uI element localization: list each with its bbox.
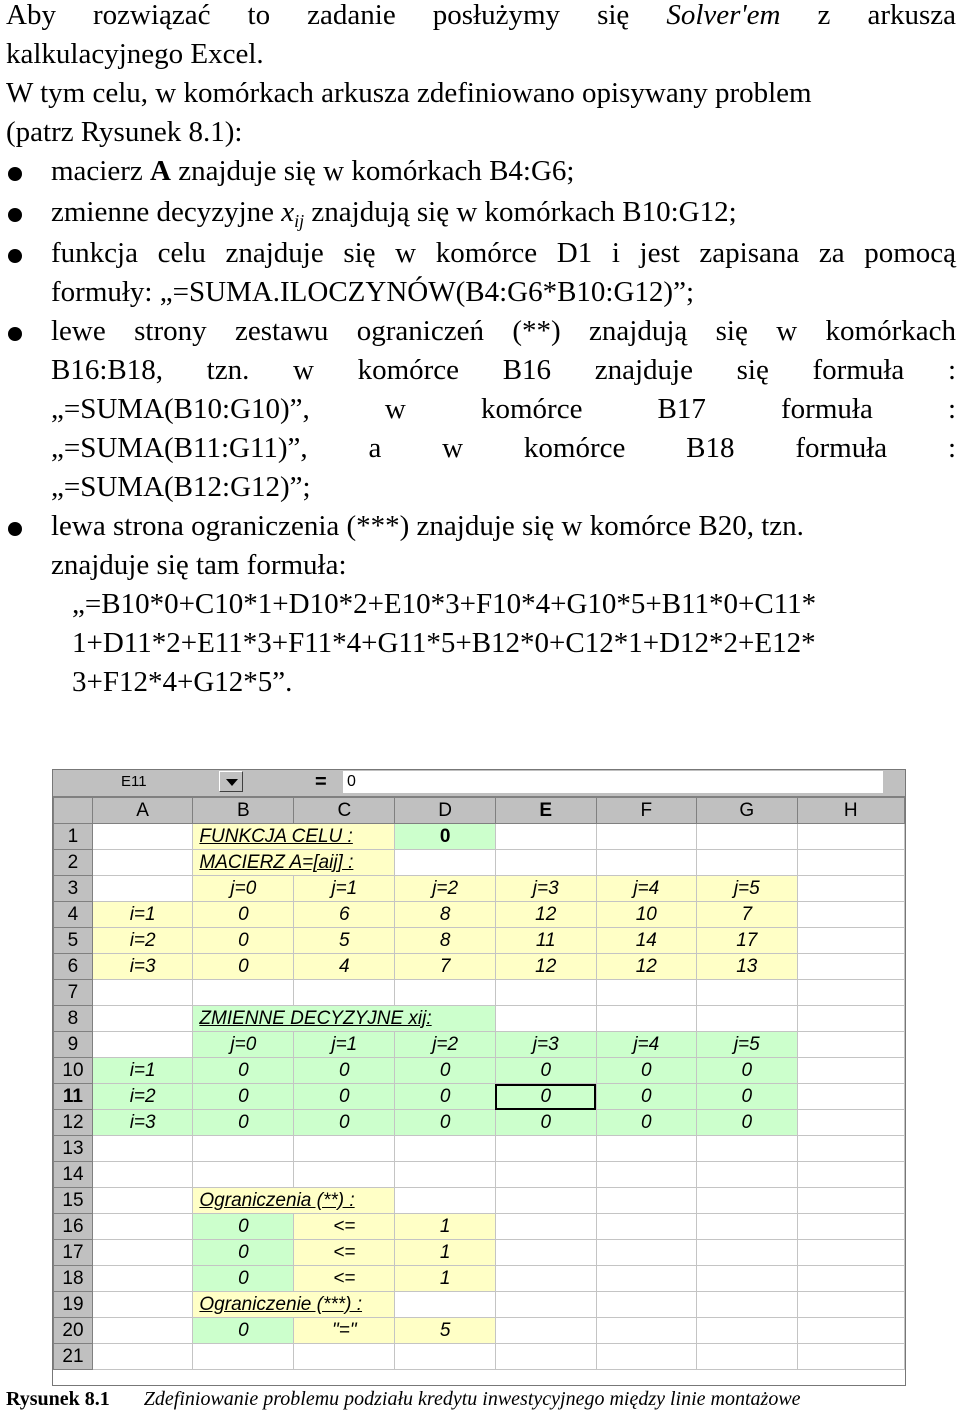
cell-matrix[interactable]: 12 [495, 902, 596, 928]
cell[interactable] [92, 1188, 193, 1214]
cell[interactable] [495, 980, 596, 1006]
cell-label-macierz[interactable]: MACIERZ A=[aij] : [193, 850, 395, 876]
text-line: kalkulacyjnego Excel. [6, 38, 264, 70]
cell-j-header[interactable]: j=2 [395, 876, 496, 902]
cell[interactable] [193, 1344, 294, 1370]
cell-label-funkcja[interactable]: FUNKCJA CELU : [193, 824, 395, 850]
text-line: macierz A znajduje się w komórkach B4:G6; [51, 155, 575, 187]
cell[interactable] [797, 876, 904, 902]
cell-constraint-rhs[interactable]: 1 [395, 1240, 496, 1266]
cell-decision[interactable]: 0 [395, 1110, 496, 1136]
text-line: „=SUMA(B11:G11)”, a w komórce B18 formuła : [51, 432, 956, 464]
row-header[interactable]: 10 [54, 1058, 93, 1084]
cell[interactable] [92, 824, 193, 850]
cell[interactable] [797, 954, 904, 980]
cell[interactable] [697, 1136, 798, 1162]
cell[interactable] [395, 1136, 496, 1162]
cell-constraint-lhs[interactable]: 0 [193, 1266, 294, 1292]
figure-caption [6, 1387, 956, 1411]
cell-constraint-rhs[interactable]: 1 [395, 1266, 496, 1292]
text-line: W tym celu, w komórkach arkusza zdefiniowano opisywany problem [6, 77, 812, 109]
cell-i-label[interactable]: i=2 [92, 1084, 193, 1110]
formula-input[interactable]: 0 [343, 771, 883, 793]
cell-j-header[interactable]: j=2 [395, 1032, 496, 1058]
cell-matrix[interactable]: 6 [294, 902, 395, 928]
cell-i-label[interactable]: i=3 [92, 1110, 193, 1136]
row-header[interactable]: 9 [54, 1032, 93, 1058]
text-line: funkcja celu znajduje się w komórce D1 i jest zapisana za pomocą [51, 237, 956, 269]
cell[interactable] [395, 980, 496, 1006]
cell-matrix[interactable]: 7 [395, 954, 496, 980]
cell-constraint-rhs[interactable]: 5 [395, 1318, 496, 1344]
bullet-icon [8, 327, 22, 341]
cell[interactable] [697, 1162, 798, 1188]
cell[interactable] [596, 1136, 697, 1162]
cell-matrix[interactable]: 12 [596, 954, 697, 980]
cell[interactable] [697, 1214, 798, 1240]
cell[interactable] [596, 1214, 697, 1240]
cell[interactable] [797, 1292, 904, 1318]
bullet-icon [8, 208, 22, 222]
text-line: lewe strony zestawu ograniczeń (**) znajdują się w komórkach [51, 315, 956, 347]
cell-decision[interactable]: 0 [596, 1058, 697, 1084]
row-header[interactable]: 18 [54, 1266, 93, 1292]
cell[interactable] [193, 1162, 294, 1188]
cell-matrix[interactable]: 12 [495, 954, 596, 980]
cell-matrix[interactable]: 17 [697, 928, 798, 954]
cell-decision[interactable]: 0 [395, 1058, 496, 1084]
text-line: lewa strona ograniczenia (***) znajduje się w komórce B20, tzn. [51, 510, 804, 542]
column-header[interactable]: D [395, 798, 496, 824]
text-line: formuły: „=SUMA.ILOCZYNÓW(B4:G6*B10:G12)”; [51, 276, 695, 308]
cell[interactable] [697, 850, 798, 876]
cell-i-label[interactable]: i=3 [92, 954, 193, 980]
cell-constraint-op[interactable]: "=" [294, 1318, 395, 1344]
row-header[interactable]: 8 [54, 1006, 93, 1032]
cell[interactable] [797, 1136, 904, 1162]
cell-matrix[interactable]: 10 [596, 902, 697, 928]
cell[interactable] [495, 1162, 596, 1188]
cell-matrix[interactable]: 4 [294, 954, 395, 980]
cell[interactable] [495, 1292, 596, 1318]
cell[interactable] [596, 850, 697, 876]
cell[interactable] [92, 1240, 193, 1266]
formula-bar [53, 770, 905, 797]
cell[interactable] [797, 1266, 904, 1292]
cell[interactable] [92, 1318, 193, 1344]
cell[interactable] [495, 1240, 596, 1266]
fill-handle[interactable] [594, 1107, 597, 1110]
cell-constraint-rhs[interactable]: 1 [395, 1214, 496, 1240]
row-header[interactable]: 1 [54, 824, 93, 850]
cell[interactable] [495, 1344, 596, 1370]
cell-decision[interactable]: 0 [395, 1084, 496, 1110]
cell-j-header[interactable]: j=3 [495, 1032, 596, 1058]
cell-constraint-lhs[interactable]: 0 [193, 1318, 294, 1344]
cell-decision[interactable]: 0 [697, 1110, 798, 1136]
cell-label-ograniczenia[interactable]: Ograniczenia (**) : [193, 1188, 395, 1214]
spreadsheet-screenshot [52, 769, 906, 1386]
cell[interactable] [797, 928, 904, 954]
formula-line: „=B10*0+C10*1+D10*2+E10*3+F10*4+G10*5+B11*0+C11* [72, 588, 817, 620]
row-header[interactable]: 4 [54, 902, 93, 928]
cell-matrix[interactable]: 0 [193, 902, 294, 928]
column-header[interactable]: H [797, 798, 904, 824]
cell-j-header[interactable]: j=4 [596, 876, 697, 902]
cell[interactable] [797, 1058, 904, 1084]
cell[interactable] [495, 1006, 596, 1032]
column-header[interactable]: B [193, 798, 294, 824]
row-header[interactable]: 16 [54, 1214, 93, 1240]
cell[interactable] [797, 902, 904, 928]
cell[interactable] [797, 1240, 904, 1266]
cell[interactable] [193, 980, 294, 1006]
cell-decision[interactable]: 0 [294, 1084, 395, 1110]
name-box[interactable]: E11 [93, 772, 273, 792]
cell-value: 0 [540, 1085, 552, 1107]
cell[interactable] [495, 850, 596, 876]
cell[interactable] [395, 850, 496, 876]
cell-decision[interactable]: 0 [193, 1110, 294, 1136]
text-line: Aby rozwiązać to zadanie posłużymy się Solver'em z arkusza [6, 0, 957, 31]
cell[interactable] [294, 1136, 395, 1162]
formula-equals: = [315, 771, 327, 793]
row-header[interactable]: 19 [54, 1292, 93, 1318]
cell-matrix[interactable]: 8 [395, 928, 496, 954]
cell[interactable] [395, 1162, 496, 1188]
row-header[interactable]: 14 [54, 1162, 93, 1188]
cell[interactable] [596, 1318, 697, 1344]
row-header[interactable]: 17 [54, 1240, 93, 1266]
text-line: B16:B18, tzn. w komórce B16 znajduje się formuła : [51, 354, 956, 386]
cell-constraint-op[interactable]: <= [294, 1214, 395, 1240]
select-all-corner[interactable] [54, 798, 93, 824]
cell-matrix[interactable]: 11 [495, 928, 596, 954]
text-line: (patrz Rysunek 8.1): [6, 116, 243, 148]
cell[interactable] [797, 1318, 904, 1344]
cell[interactable] [92, 1136, 193, 1162]
cell-matrix[interactable]: 14 [596, 928, 697, 954]
cell[interactable] [92, 1162, 193, 1188]
sheet-grid [53, 797, 905, 1370]
column-header[interactable]: A [92, 798, 193, 824]
cell[interactable] [495, 1136, 596, 1162]
cell[interactable] [294, 1162, 395, 1188]
cell[interactable] [697, 1292, 798, 1318]
cell[interactable] [596, 980, 697, 1006]
cell-constraint-op[interactable]: <= [294, 1266, 395, 1292]
row-header[interactable]: 12 [54, 1110, 93, 1136]
cell[interactable] [92, 1292, 193, 1318]
cell-decision[interactable]: 0 [193, 1084, 294, 1110]
cell-matrix[interactable]: 8 [395, 902, 496, 928]
cell[interactable] [92, 1214, 193, 1240]
text-line: zmienne decyzyjne $x_{ij}$ znajdują się w komórkach B10:G12; [51, 196, 737, 231]
cell[interactable] [92, 1006, 193, 1032]
cell[interactable] [596, 1292, 697, 1318]
row-header[interactable]: 13 [54, 1136, 93, 1162]
cell-matrix[interactable]: 0 [193, 928, 294, 954]
cell[interactable] [797, 1084, 904, 1110]
cell[interactable] [596, 1344, 697, 1370]
cell-j-header[interactable]: j=4 [596, 1032, 697, 1058]
cell-j-header[interactable]: j=1 [294, 876, 395, 902]
cell-matrix[interactable]: 0 [193, 954, 294, 980]
row-header[interactable]: 11 [54, 1084, 93, 1110]
cell-decision[interactable]: 0 [193, 1058, 294, 1084]
cell[interactable] [697, 1188, 798, 1214]
formula-line: 3+F12*4+G12*5”. [72, 666, 293, 698]
cell-matrix[interactable]: 5 [294, 928, 395, 954]
cell[interactable] [294, 980, 395, 1006]
cell[interactable] [596, 1162, 697, 1188]
row-header[interactable]: 15 [54, 1188, 93, 1214]
cell[interactable] [395, 1344, 496, 1370]
cell-decision[interactable]: 0 [697, 1084, 798, 1110]
cell-constraint-lhs[interactable]: 0 [193, 1240, 294, 1266]
cell[interactable] [797, 850, 904, 876]
cell[interactable] [294, 1344, 395, 1370]
cell[interactable] [92, 850, 193, 876]
cell-i-label[interactable]: i=2 [92, 928, 193, 954]
row-header[interactable]: 20 [54, 1318, 93, 1344]
bullet-icon [8, 249, 22, 263]
cell[interactable] [697, 1240, 798, 1266]
cell[interactable] [395, 1188, 496, 1214]
cell[interactable] [495, 1188, 596, 1214]
cell[interactable] [797, 824, 904, 850]
cell[interactable] [495, 1318, 596, 1344]
cell[interactable] [495, 1266, 596, 1292]
cell-j-header[interactable]: j=1 [294, 1032, 395, 1058]
cell-j-header[interactable]: j=0 [193, 1032, 294, 1058]
cell[interactable] [596, 1266, 697, 1292]
cell[interactable] [797, 1032, 904, 1058]
cell-label-ograniczenie[interactable]: Ograniczenie (***) : [193, 1292, 395, 1318]
row-header[interactable]: 6 [54, 954, 93, 980]
cell-decision[interactable]: 0 [596, 1084, 697, 1110]
cell-label-zmienne[interactable]: ZMIENNE DECYZYJNE xij: [193, 1006, 496, 1032]
cell-decision-selected[interactable] [495, 1084, 596, 1110]
cell[interactable] [697, 1266, 798, 1292]
cell[interactable] [797, 980, 904, 1006]
cell[interactable] [193, 1136, 294, 1162]
cell[interactable] [395, 1292, 496, 1318]
cell[interactable] [697, 824, 798, 850]
caption-label: Rysunek 8.1 [6, 1388, 110, 1410]
cell[interactable] [596, 1240, 697, 1266]
bullet-icon [8, 167, 22, 181]
formula-line: 1+D11*2+E11*3+F11*4+G11*5+B12*0+C12*1+D12*2+E12* [72, 627, 816, 659]
cell-j-header[interactable]: j=5 [697, 1032, 798, 1058]
cell[interactable] [797, 1188, 904, 1214]
cell-constraint-lhs[interactable]: 0 [193, 1214, 294, 1240]
cell-decision[interactable]: 0 [596, 1110, 697, 1136]
row-header[interactable]: 2 [54, 850, 93, 876]
cell[interactable] [92, 1032, 193, 1058]
cell[interactable] [697, 980, 798, 1006]
dropdown-arrow-icon[interactable] [219, 771, 243, 792]
cell[interactable] [92, 1344, 193, 1370]
cell[interactable] [495, 1214, 596, 1240]
cell-i-label[interactable]: i=1 [92, 1058, 193, 1084]
cell-decision[interactable]: 0 [294, 1110, 395, 1136]
caption-text: Zdefiniowanie problemu podziału kredytu inwestycyjnego między linie montażowe [143, 1388, 801, 1410]
cell[interactable] [596, 1006, 697, 1032]
cell[interactable] [92, 1266, 193, 1292]
text-line: „=SUMA(B12:G12)”; [51, 471, 311, 503]
cell-decision[interactable]: 0 [495, 1058, 596, 1084]
text-line: „=SUMA(B10:G10)”, w komórce B17 formuła : [51, 393, 956, 425]
bullet-icon [8, 522, 22, 536]
cell[interactable] [797, 1006, 904, 1032]
cell-j-header[interactable]: j=3 [495, 876, 596, 902]
cell-decision[interactable]: 0 [495, 1110, 596, 1136]
cell[interactable] [797, 1344, 904, 1370]
cell-j-header[interactable]: j=5 [697, 876, 798, 902]
cell[interactable] [797, 1214, 904, 1240]
cell-j-header[interactable]: j=0 [193, 876, 294, 902]
column-header[interactable]: C [294, 798, 395, 824]
cell-decision[interactable]: 0 [294, 1058, 395, 1084]
cell-constraint-op[interactable]: <= [294, 1240, 395, 1266]
cell[interactable] [596, 824, 697, 850]
cell[interactable] [92, 876, 193, 902]
cell-matrix[interactable]: 13 [697, 954, 798, 980]
cell[interactable] [697, 1006, 798, 1032]
row-header[interactable]: 5 [54, 928, 93, 954]
row-header[interactable]: 21 [54, 1344, 93, 1370]
column-header[interactable]: E [495, 798, 596, 824]
row-header[interactable]: 7 [54, 980, 93, 1006]
cell[interactable] [92, 980, 193, 1006]
cell[interactable] [697, 1344, 798, 1370]
column-header[interactable]: G [697, 798, 798, 824]
row-header[interactable]: 3 [54, 876, 93, 902]
cell[interactable] [797, 1110, 904, 1136]
cell[interactable] [797, 1162, 904, 1188]
cell-objective[interactable]: 0 [395, 824, 496, 850]
cell-decision[interactable]: 0 [697, 1058, 798, 1084]
cell-i-label[interactable]: i=1 [92, 902, 193, 928]
cell[interactable] [697, 1318, 798, 1344]
cell[interactable] [495, 824, 596, 850]
text-line: znajduje się tam formuła: [51, 549, 347, 581]
column-header[interactable]: F [596, 798, 697, 824]
cell-matrix[interactable]: 7 [697, 902, 798, 928]
cell[interactable] [596, 1188, 697, 1214]
